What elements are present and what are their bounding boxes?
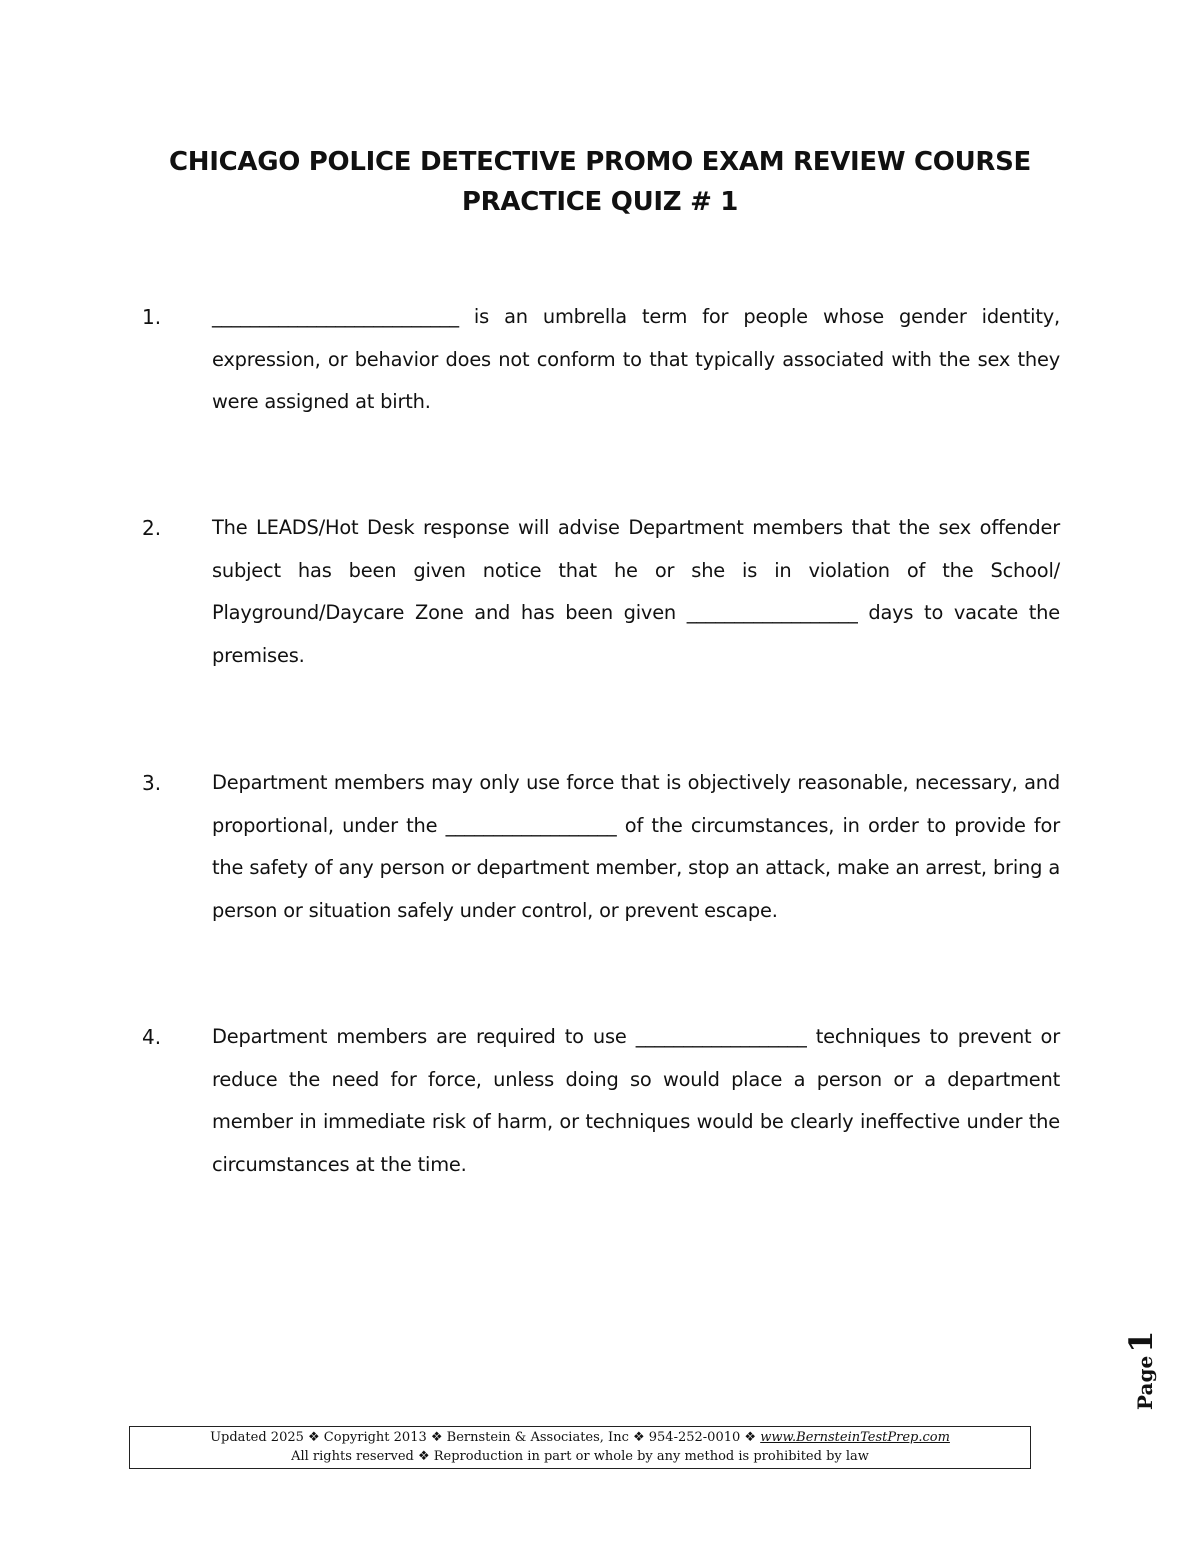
question-number: 2. bbox=[142, 516, 162, 540]
footer-line-1 bbox=[130, 1428, 1030, 1447]
footer-box bbox=[129, 1426, 1031, 1469]
question-number: 1. bbox=[142, 305, 162, 329]
page-number-label bbox=[1122, 1330, 1162, 1410]
footer-copyright: Updated 2025 ❖ Copyright 2013 ❖ Bernstein & Associates, Inc ❖ 954-252-0010 ❖ bbox=[210, 1430, 761, 1445]
question-text: The LEADS/Hot Desk response will advise Department members that the sex offender subject has been given notice that he or she is in violation of the School/ Playground/Daycare Zone and has been given __________________ days to vacate the premises. bbox=[212, 516, 1060, 667]
question-number: 3. bbox=[142, 771, 162, 795]
footer-line-2: All rights reserved ❖ Reproduction in part or whole by any method is prohibited by law bbox=[291, 1449, 869, 1464]
question-text: Department members may only use force that is objectively reasonable, necessary, and proportional, under the __________________ of the circumstances, in order to provide for the safety of any person or department member, stop an attack, make an arrest, bring a person or situation safely under control, or prevent escape. bbox=[212, 771, 1060, 922]
website-link[interactable]: www.BernsteinTestPrep.com bbox=[760, 1430, 950, 1445]
page-word: Page bbox=[1133, 1355, 1157, 1410]
title-line-2: PRACTICE QUIZ # 1 bbox=[461, 187, 739, 217]
title-line-1: CHICAGO POLICE DETECTIVE PROMO EXAM REVIEW COURSE bbox=[168, 147, 1031, 177]
document-title bbox=[0, 142, 1200, 222]
page-number: 1 bbox=[1122, 1330, 1160, 1353]
question-text: Department members are required to use __________________ techniques to prevent or reduce the need for force, unless doing so would place a person or a department member in immediate risk of harm, or techniques would be clearly ineffective under the circumstances at the time. bbox=[212, 1025, 1060, 1176]
question-text: __________________________ is an umbrella term for people whose gender identity, expression, or behavior does not conform to that typically associated with the sex they were assigned at birth. bbox=[212, 305, 1060, 413]
question-number: 4. bbox=[142, 1025, 162, 1049]
